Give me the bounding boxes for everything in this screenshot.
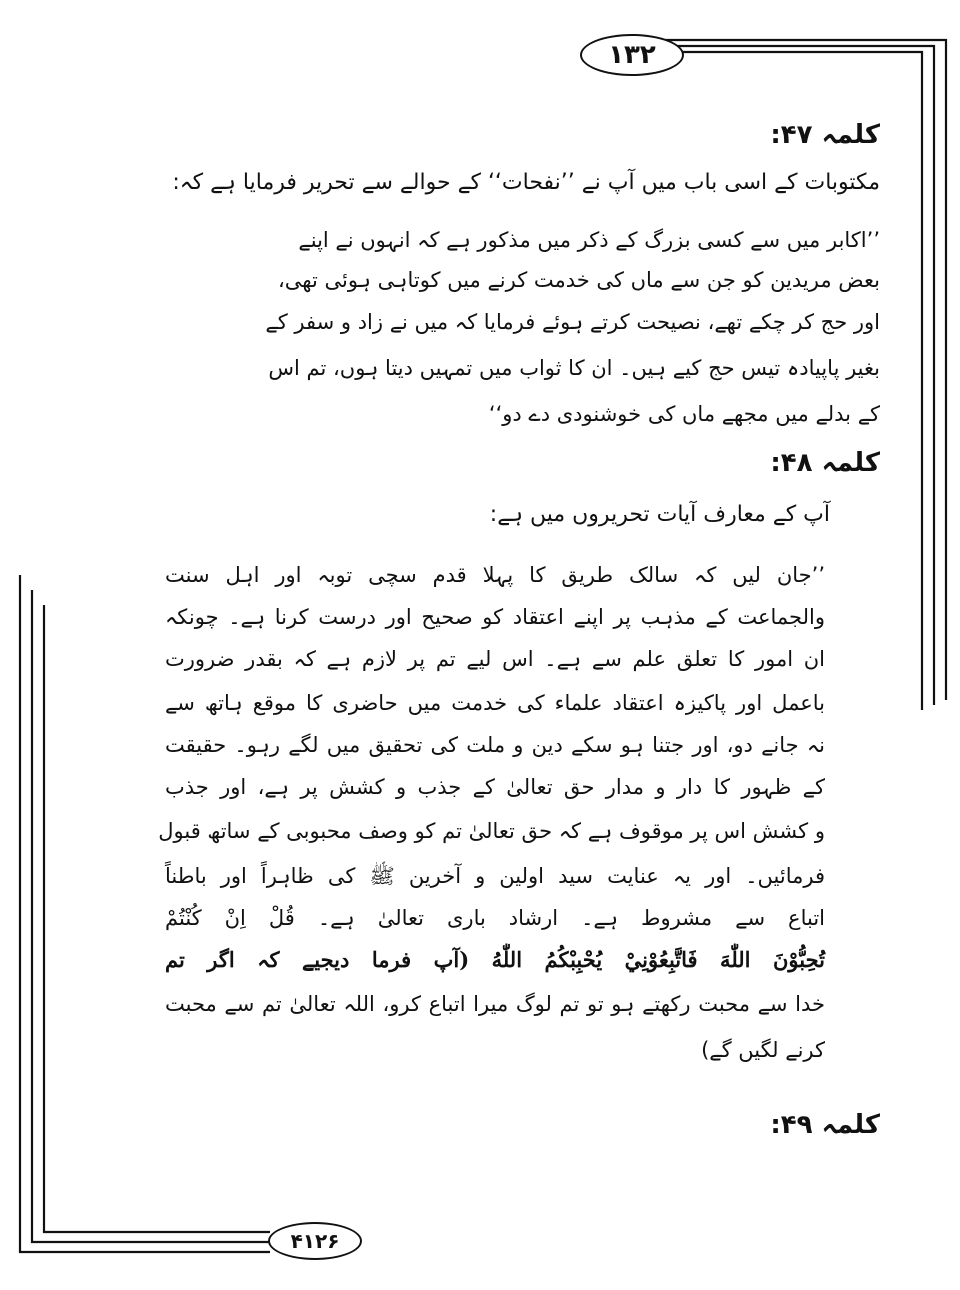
quote-line: و کشش اس پر موقوف ہے کہ حق تعالیٰ تم کو وصف محبوبی کے ساتھ قبول xyxy=(158,819,825,843)
quote-line: ’’جان لیں کہ سالک طریق کا پہلا قدم سچی توبہ اور اہل سنت xyxy=(165,563,825,587)
footer-folio: ۴۱۲۶ xyxy=(268,1222,362,1260)
quote-line: بغیر پاپیادہ تیس حج کیے ہیں۔ ان کا ثواب میں تمہیں دیتا ہوں، تم اس xyxy=(268,356,880,380)
section-heading-49: کلمہ ۴۹: xyxy=(770,1110,880,1140)
quote-line: بعض مریدین کو جن سے ماں کی خدمت کرنے میں کوتاہی ہوئی تھی، xyxy=(277,268,880,292)
quote-line: اتباع سے مشروط ہے۔ ارشاد باری تعالیٰ ہے۔ قُلْ اِنْ كُنْتُمْ xyxy=(165,906,825,930)
quote-line: والجماعت کے مذہب پر اپنے اعتقاد کو صحیح اور درست کرنا ہے۔ چونکہ xyxy=(165,605,825,629)
quote-line: ان امور کا تعلق علم سے ہے۔ اس لیے تم پر لازم ہے کہ بقدر ضرورت xyxy=(165,647,825,671)
quote-line: کے بدلے میں مجھے ماں کی خوشنودی دے دو‘‘ xyxy=(488,402,880,426)
section-heading-48: کلمہ ۴۸: xyxy=(770,448,880,478)
quote-line: نہ جانے دو، اور جتنا ہو سکے دین و ملت کی تحقیق میں لگے رہو۔ حقیقت xyxy=(165,733,825,757)
quote-line: کے ظہور کا دار و مدار حق تعالیٰ کے جذب و کشش پر ہے، اور جذب xyxy=(165,775,825,799)
quote-line: خدا سے محبت رکھتے ہو تو تم لوگ میرا اتباع کرو، اللہ تعالیٰ تم سے محبت xyxy=(165,992,825,1016)
quote-line: فرمائیں۔ اور یہ عنایت سید اولین و آخرین ﷺ کی ظاہراً اور باطناً xyxy=(165,864,825,888)
quote-line: اور حج کر چکے تھے، نصیحت کرتے ہوئے فرمایا کہ میں نے زاد و سفر کے xyxy=(265,310,880,334)
quote-line: ’’اکابر میں سے کسی بزرگ کے ذکر میں مذکور ہے کہ انہوں نے اپنے xyxy=(298,228,880,252)
section-intro-47: مکتوبات کے اسی باب میں آپ نے ’’نفحات‘‘ کے حوالے سے تحریر فرمایا ہے کہ: xyxy=(172,170,880,195)
section-intro-48: آپ کے معارف آیات تحریروں میں ہے: xyxy=(489,502,830,527)
page-number: ۱۳۲ xyxy=(580,34,684,76)
section-heading-47: کلمہ ۴۷: xyxy=(770,120,880,150)
quote-line: کرنے لگیں گے) xyxy=(701,1038,825,1062)
quran-verse-line: تُحِبُّوْنَ اللّٰهَ فَاتَّبِعُوْنِيْ يُحْبِبْكُمُ اللّٰهُ (آپ فرما دیجیے کہ اگر تم xyxy=(165,947,825,972)
quote-line: باعمل اور پاکیزہ اعتقاد علماء کی خدمت میں حاضری کا موقع ہاتھ سے xyxy=(165,691,825,715)
